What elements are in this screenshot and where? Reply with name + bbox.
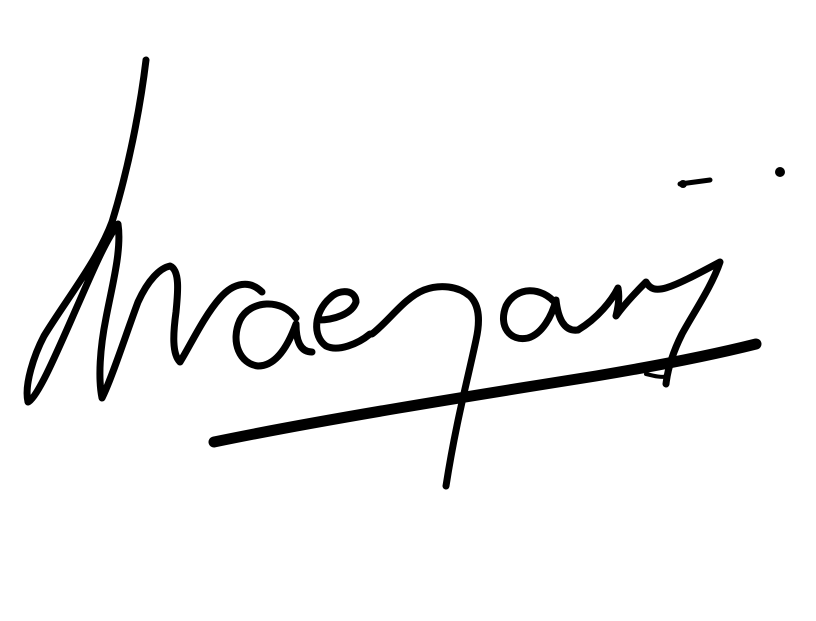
signature-initial-stroke [27, 60, 262, 402]
signature-descender-stroke [372, 287, 478, 486]
signature-dot [775, 167, 785, 177]
signature-loop-a [236, 304, 312, 366]
signature-underline [214, 344, 756, 442]
signature-loop-e [317, 292, 370, 348]
signature-loop-a2 [503, 291, 578, 339]
